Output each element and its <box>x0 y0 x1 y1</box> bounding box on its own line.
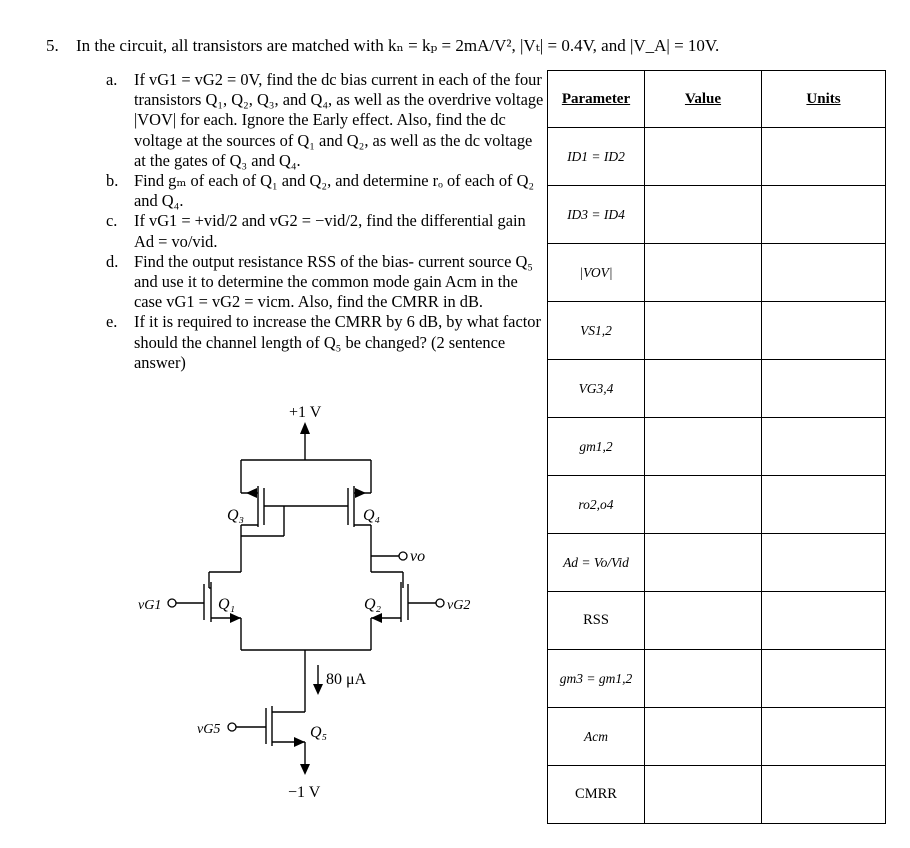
param-cell: ID1 = ID2 <box>548 128 645 186</box>
units-cell[interactable] <box>762 766 886 824</box>
param-cell: VS1,2 <box>548 302 645 360</box>
units-cell[interactable] <box>762 244 886 302</box>
value-cell[interactable] <box>645 708 762 766</box>
param-cell: ro2,o4 <box>548 476 645 534</box>
q4-label: Q₄ <box>363 507 381 524</box>
q2-label: Q₂ <box>364 596 382 613</box>
param-cell: Acm <box>548 708 645 766</box>
table-row <box>548 708 886 766</box>
part-letter: e. <box>106 312 118 332</box>
header-units: Units <box>762 71 886 128</box>
value-cell[interactable] <box>645 476 762 534</box>
vdd-label: +1 V <box>289 404 322 421</box>
units-cell[interactable] <box>762 360 886 418</box>
param-cell: |VOV| <box>548 244 645 302</box>
param-cell: RSS <box>548 592 645 650</box>
units-cell[interactable] <box>762 650 886 708</box>
units-cell[interactable] <box>762 476 886 534</box>
q5-label: Q₅ <box>310 724 328 741</box>
units-cell[interactable] <box>762 128 886 186</box>
table-row <box>548 128 886 186</box>
question-number: 5. <box>46 36 59 55</box>
q1-label: Q₁ <box>218 596 236 613</box>
part-text: If vG1 = +vid/2 and vG2 = −vid/2, find the differential gain Ad = vo/vid. <box>134 211 526 251</box>
value-cell[interactable] <box>645 766 762 824</box>
table-row <box>548 592 886 650</box>
table-row <box>548 650 886 708</box>
vg1-label: vG1 <box>138 598 162 613</box>
part-letter: a. <box>106 70 118 89</box>
table-row <box>548 418 886 476</box>
part-letter: d. <box>106 251 119 271</box>
param-cell: ID3 = ID4 <box>548 186 645 244</box>
part-text: If it is required to increase the CMRR by 6 dB, by what factor should the channel length of Q₅ be changed? (2 sentence answer) <box>134 312 541 372</box>
part-text: Find gₘ of each of Q₁ and Q₂, and determine rₒ of each of Q₂ and Q₄. <box>134 171 535 211</box>
table-row <box>548 244 886 302</box>
vg2-label: vG2 <box>447 598 471 613</box>
units-cell[interactable] <box>762 418 886 476</box>
vo-label: vo <box>410 548 426 565</box>
value-cell[interactable] <box>645 244 762 302</box>
table-row <box>548 302 886 360</box>
vss-label: −1 V <box>288 784 321 801</box>
part-text: If vG1 = vG2 = 0V, find the dc bias current in each of the four transistors Q₁, Q₂, Q₃, and Q₄, as well as the overdrive voltage |VOV| for each. Ignore the Early effect. Also, find the dc voltage at the sources of Q₁ and Q₂, as well as the dc voltage at the gates of Q₃ and Q₄. <box>134 70 544 170</box>
param-cell: gm3 = gm1,2 <box>548 650 645 708</box>
units-cell[interactable] <box>762 302 886 360</box>
table-row <box>548 766 886 824</box>
units-cell[interactable] <box>762 186 886 244</box>
param-cell: gm1,2 <box>548 418 645 476</box>
value-cell[interactable] <box>645 302 762 360</box>
param-cell: CMRR <box>548 766 645 824</box>
question-intro: In the circuit, all transistors are matched with kₙ = kₚ = 2mA/V², |Vₜ| = 0.4V, and |V_A| = 10V. <box>76 36 720 55</box>
part-letter: c. <box>106 211 118 231</box>
value-cell[interactable] <box>645 534 762 592</box>
value-cell[interactable] <box>645 128 762 186</box>
param-cell: VG3,4 <box>548 360 645 418</box>
table-row <box>548 186 886 244</box>
parameter-table <box>547 70 886 824</box>
part-letter: b. <box>106 171 119 191</box>
value-cell[interactable] <box>645 418 762 476</box>
table-row <box>548 476 886 534</box>
q3-label: Q₃ <box>227 507 245 524</box>
table-row <box>548 360 886 418</box>
units-cell[interactable] <box>762 534 886 592</box>
units-cell[interactable] <box>762 708 886 766</box>
value-cell[interactable] <box>645 650 762 708</box>
vg5-label: vG5 <box>197 722 221 737</box>
header-parameter: Parameter <box>548 71 645 128</box>
units-cell[interactable] <box>762 592 886 650</box>
table-header-row <box>548 71 886 128</box>
bias-current-label: 80 μA <box>326 671 367 688</box>
value-cell[interactable] <box>645 592 762 650</box>
part-text: Find the output resistance RSS of the bias- current source Q₅ and use it to determine the common mode gain Acm in the case vG1 = vG2 = vicm. Also, find the CMRR in dB. <box>134 251 534 312</box>
param-cell: Ad = Vo/Vid <box>548 534 645 592</box>
table-row <box>548 534 886 592</box>
header-value: Value <box>645 71 762 128</box>
value-cell[interactable] <box>645 360 762 418</box>
value-cell[interactable] <box>645 186 762 244</box>
